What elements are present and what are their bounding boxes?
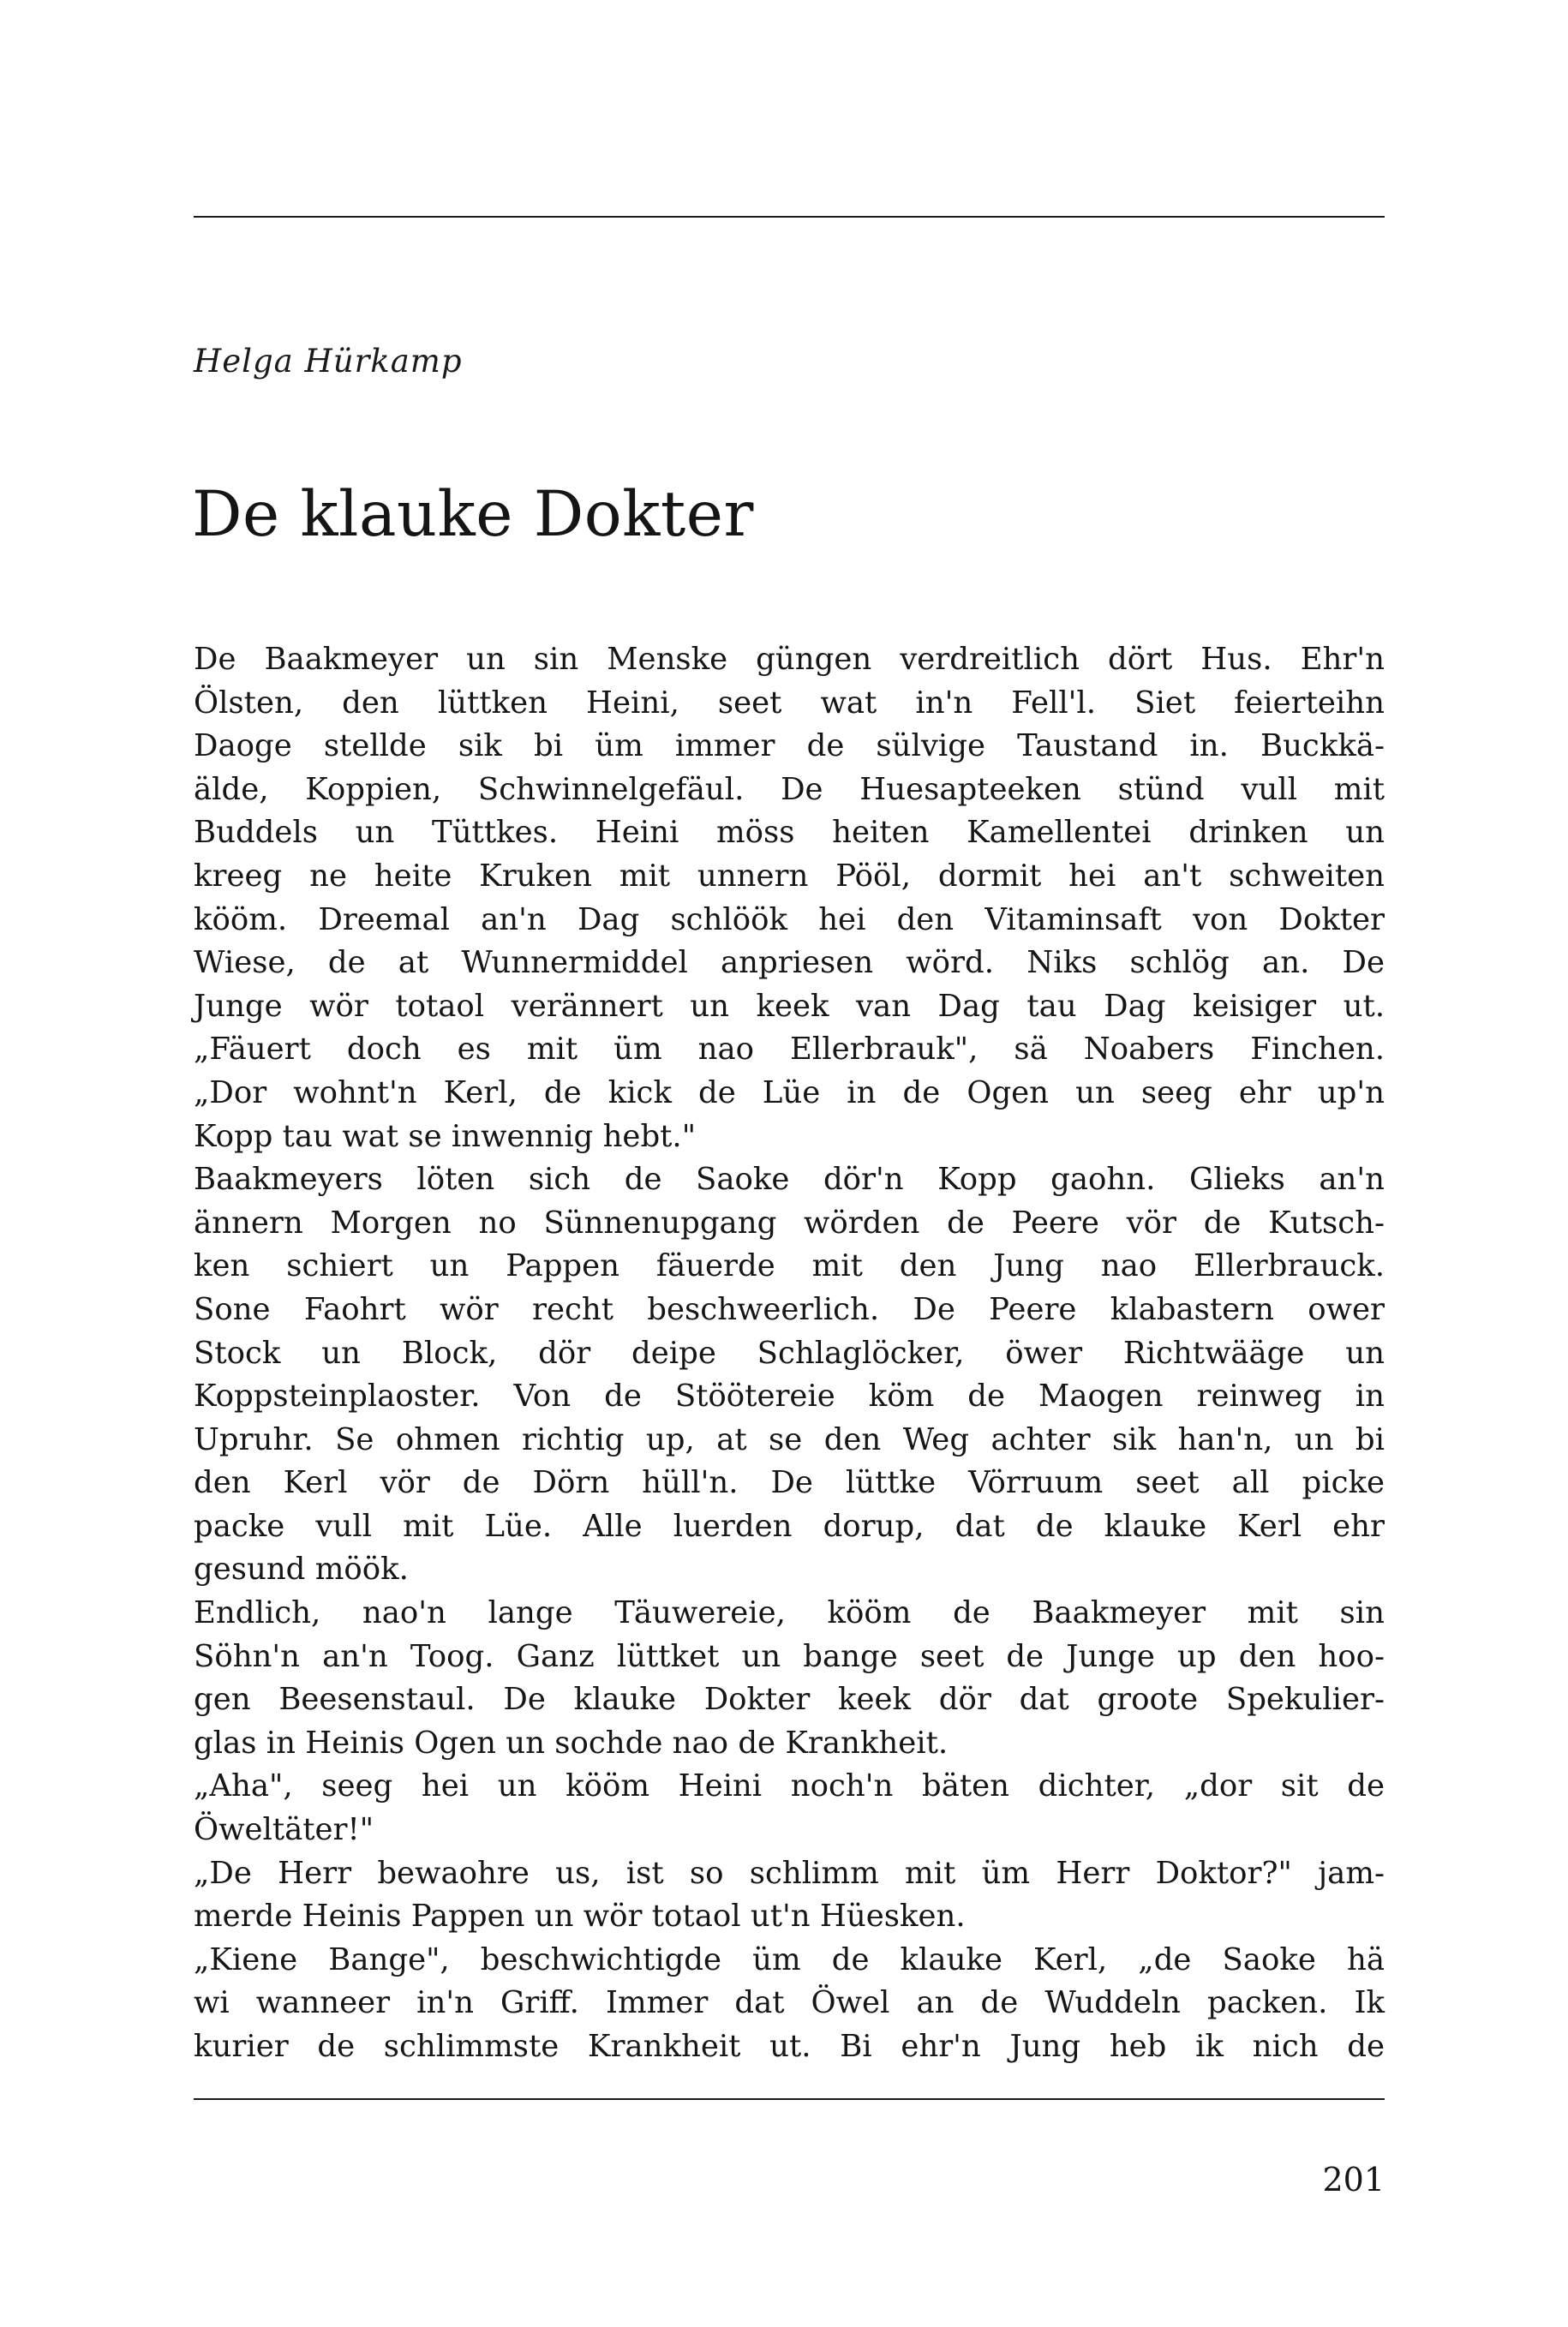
text-line: gesund möök. [194, 1552, 409, 1588]
text-line: merde Heinis Pappen un wör totaol ut'n Hüesken. [194, 1899, 966, 1935]
text-line: Wiese, de at Wunnermiddel anpriesen wörd. Niks schlög an. De [194, 945, 1385, 981]
text-line: kreeg ne heite Kruken mit unnern Pööl, dormit hei an't schweiten [194, 858, 1385, 894]
text-line: ännern Morgen no Sünnenupgang wörden de Peere vör de Kutsch- [194, 1205, 1385, 1241]
text-line: Öweltäter!" [194, 1812, 374, 1848]
text-line: Söhn'n an'n Toog. Ganz lüttket un bange seet de Junge up den hoo- [194, 1638, 1385, 1674]
text-line: wi wanneer in'n Griff. Immer dat Öwel an de Wuddeln packen. Ik [194, 1985, 1385, 2021]
text-line: Endlich, nao'n lange Täuwereie, kööm de Baakmeyer mit sin [194, 1595, 1385, 1631]
text-line: Stock un Block, dör deipe Schlaglöcker, öwer Richtwääge un [194, 1335, 1385, 1371]
top-rule [194, 216, 1385, 218]
text-line: kurier de schlimmste Krankheit ut. Bi ehr'n Jung heb ik nich de [194, 2029, 1385, 2064]
text-line: „Fäuert doch es mit üm nao Ellerbrauk", sä Noabers Finchen. [194, 1032, 1385, 1068]
text-line: „Aha", seeg hei un kööm Heini noch'n bäten dichter, „dor sit de [194, 1768, 1385, 1804]
text-line: „Dor wohnt'n Kerl, de kick de Lüe in de Ogen un seeg ehr up'n [194, 1074, 1385, 1110]
text-line: Sone Faohrt wör recht beschweerlich. De Peere klabastern ower [194, 1291, 1385, 1327]
text-line: glas in Heinis Ogen un sochde nao de Krankheit. [194, 1725, 949, 1761]
story-body [194, 638, 1385, 2069]
bottom-rule [194, 2098, 1385, 2100]
text-line: ken schiert un Pappen fäuerde mit den Jung nao Ellerbrauck. [194, 1248, 1385, 1284]
page-number: 201 [1322, 2161, 1385, 2198]
text-line: kööm. Dreemal an'n Dag schlöök hei den Vitaminsaft von Dokter [194, 901, 1385, 937]
text-line: Ölsten, den lüttken Heini, seet wat in'n Fell'l. Siet feierteihn [194, 685, 1385, 721]
text-line: älde, Koppien, Schwinnelgefäul. De Huesapteeken stünd vull mit [194, 771, 1385, 807]
text-line: De Baakmeyer un sin Menske güngen verdreitlich dört Hus. Ehr'n [194, 642, 1385, 677]
text-line: Koppsteinplaoster. Von de Stöötereie köm de Maogen reinweg in [194, 1379, 1385, 1415]
text-line: Baakmeyers löten sich de Saoke dör'n Kopp gaohn. Glieks an'n [194, 1162, 1385, 1198]
text-line: gen Beesenstaul. De klauke Dokter keek dör dat groote Spekulier- [194, 1682, 1385, 1718]
text-line: „De Herr bewaohre us, ist so schlimm mit üm Herr Doktor?" jam- [194, 1855, 1385, 1891]
text-line: packe vull mit Lüe. Alle luerden dorup, dat de klauke Kerl ehr [194, 1508, 1385, 1544]
text-line: Upruhr. Se ohmen richtig up, at se den Weg achter sik han'n, un bi [194, 1421, 1385, 1457]
text-line: Junge wör totaol verännert un keek van Dag tau Dag keisiger ut. [194, 988, 1385, 1024]
story-title: De klauke Dokter [192, 478, 754, 551]
text-line: Daoge stellde sik bi üm immer de sülvige Taustand in. Buckkä- [194, 728, 1385, 764]
text-line: „Kiene Bange", beschwichtigde üm de klauke Kerl, „de Saoke hä [194, 1941, 1385, 1977]
text-line: Kopp tau wat se inwennig hebt." [194, 1118, 697, 1154]
text-line: den Kerl vör de Dörn hüll'n. De lüttke Vörruum seet all picke [194, 1465, 1385, 1501]
author-name: Helga Hürkamp [194, 343, 463, 380]
text-line: Buddels un Tüttkes. Heini möss heiten Kamellentei drinken un [194, 815, 1385, 851]
